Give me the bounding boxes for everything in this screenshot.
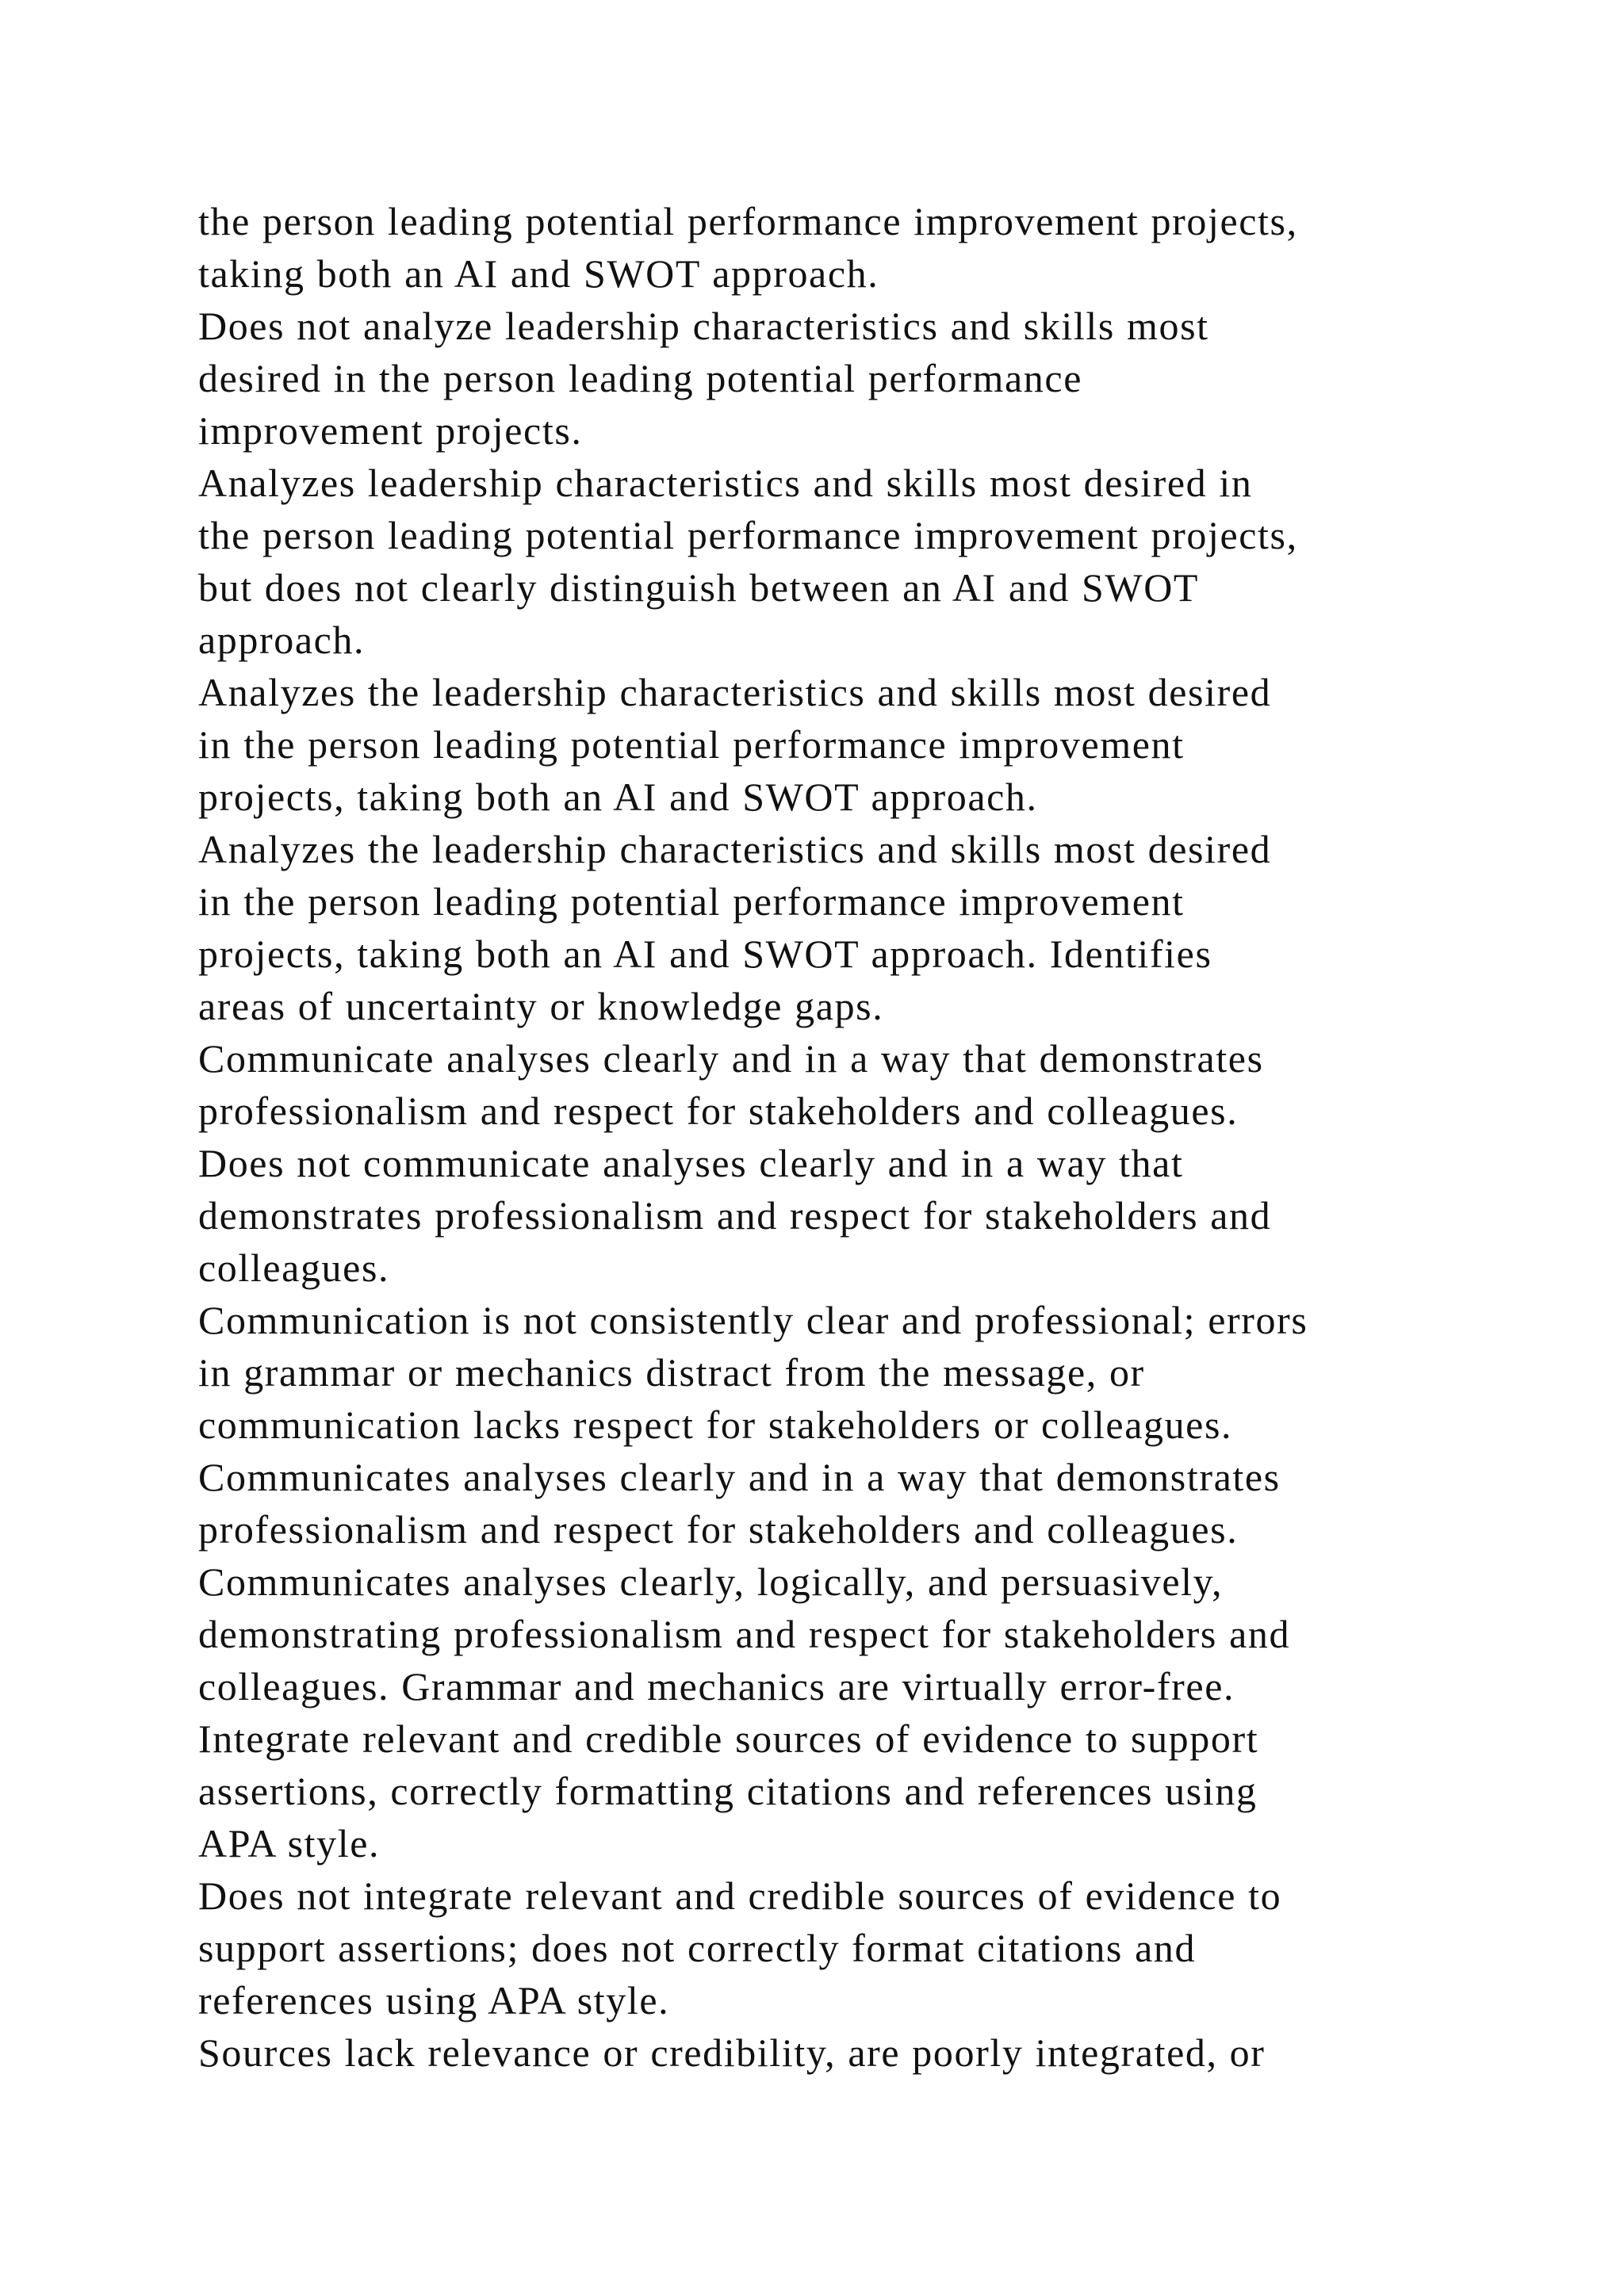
text-line: improvement projects. [198, 408, 583, 453]
text-line: demonstrating professionalism and respect for stakeholders and [198, 1612, 1291, 1656]
text-line: in grammar or mechanics distract from the message, or [198, 1350, 1145, 1395]
text-line: professionalism and respect for stakeholders and colleagues. [198, 1089, 1239, 1133]
text-line: Does not analyze leadership characteristics and skills most [198, 304, 1209, 348]
text-line: APA style. [198, 1821, 381, 1866]
text-line: Integrate relevant and credible sources of evidence to support [198, 1716, 1259, 1761]
text-line: in the person leading potential performance improvement [198, 879, 1185, 924]
text-line: Does not communicate analyses clearly and in a way that [198, 1141, 1184, 1185]
text-line: colleagues. Grammar and mechanics are virtually error-free. [198, 1664, 1235, 1709]
text-line: taking both an AI and SWOT approach. [198, 251, 879, 296]
body-text [198, 195, 1467, 2079]
text-line: support assertions; does not correctly format citations and [198, 1926, 1197, 1970]
text-line: the person leading potential performance improvement projects, [198, 513, 1298, 557]
text-line: assertions, correctly formatting citations and references using [198, 1769, 1258, 1813]
text-line: areas of uncertainty or knowledge gaps. [198, 984, 884, 1028]
text-line: professionalism and respect for stakeholders and colleagues. [198, 1507, 1239, 1552]
text-line: projects, taking both an AI and SWOT approach. [198, 775, 1038, 819]
text-line: Communicate analyses clearly and in a way that demonstrates [198, 1036, 1264, 1081]
text-line: communication lacks respect for stakeholders or colleagues. [198, 1402, 1233, 1447]
text-line: in the person leading potential performance improvement [198, 722, 1185, 767]
text-line: approach. [198, 618, 366, 662]
text-line: references using APA style. [198, 1978, 670, 2022]
text-line: Analyzes the leadership characteristics and skills most desired [198, 670, 1272, 714]
text-line: Communicates analyses clearly and in a way that demonstrates [198, 1455, 1281, 1499]
text-line: Sources lack relevance or credibility, are poorly integrated, or [198, 2030, 1266, 2075]
text-line: desired in the person leading potential performance [198, 356, 1082, 400]
text-line: Analyzes the leadership characteristics and skills most desired [198, 827, 1272, 871]
text-line: Does not integrate relevant and credible sources of evidence to [198, 1873, 1282, 1918]
text-line: colleagues. [198, 1246, 390, 1290]
text-line: Analyzes leadership characteristics and skills most desired in [198, 461, 1253, 505]
text-line: projects, taking both an AI and SWOT approach. Identifies [198, 932, 1212, 976]
text-line: but does not clearly distinguish between an AI and SWOT [198, 565, 1200, 610]
text-line: demonstrates professionalism and respect for stakeholders and [198, 1193, 1272, 1238]
text-line: Communicates analyses clearly, logically, and persuasively, [198, 1559, 1224, 1604]
text-line: Communication is not consistently clear and professional; errors [198, 1298, 1308, 1342]
text-line: the person leading potential performance improvement projects, [198, 199, 1298, 243]
